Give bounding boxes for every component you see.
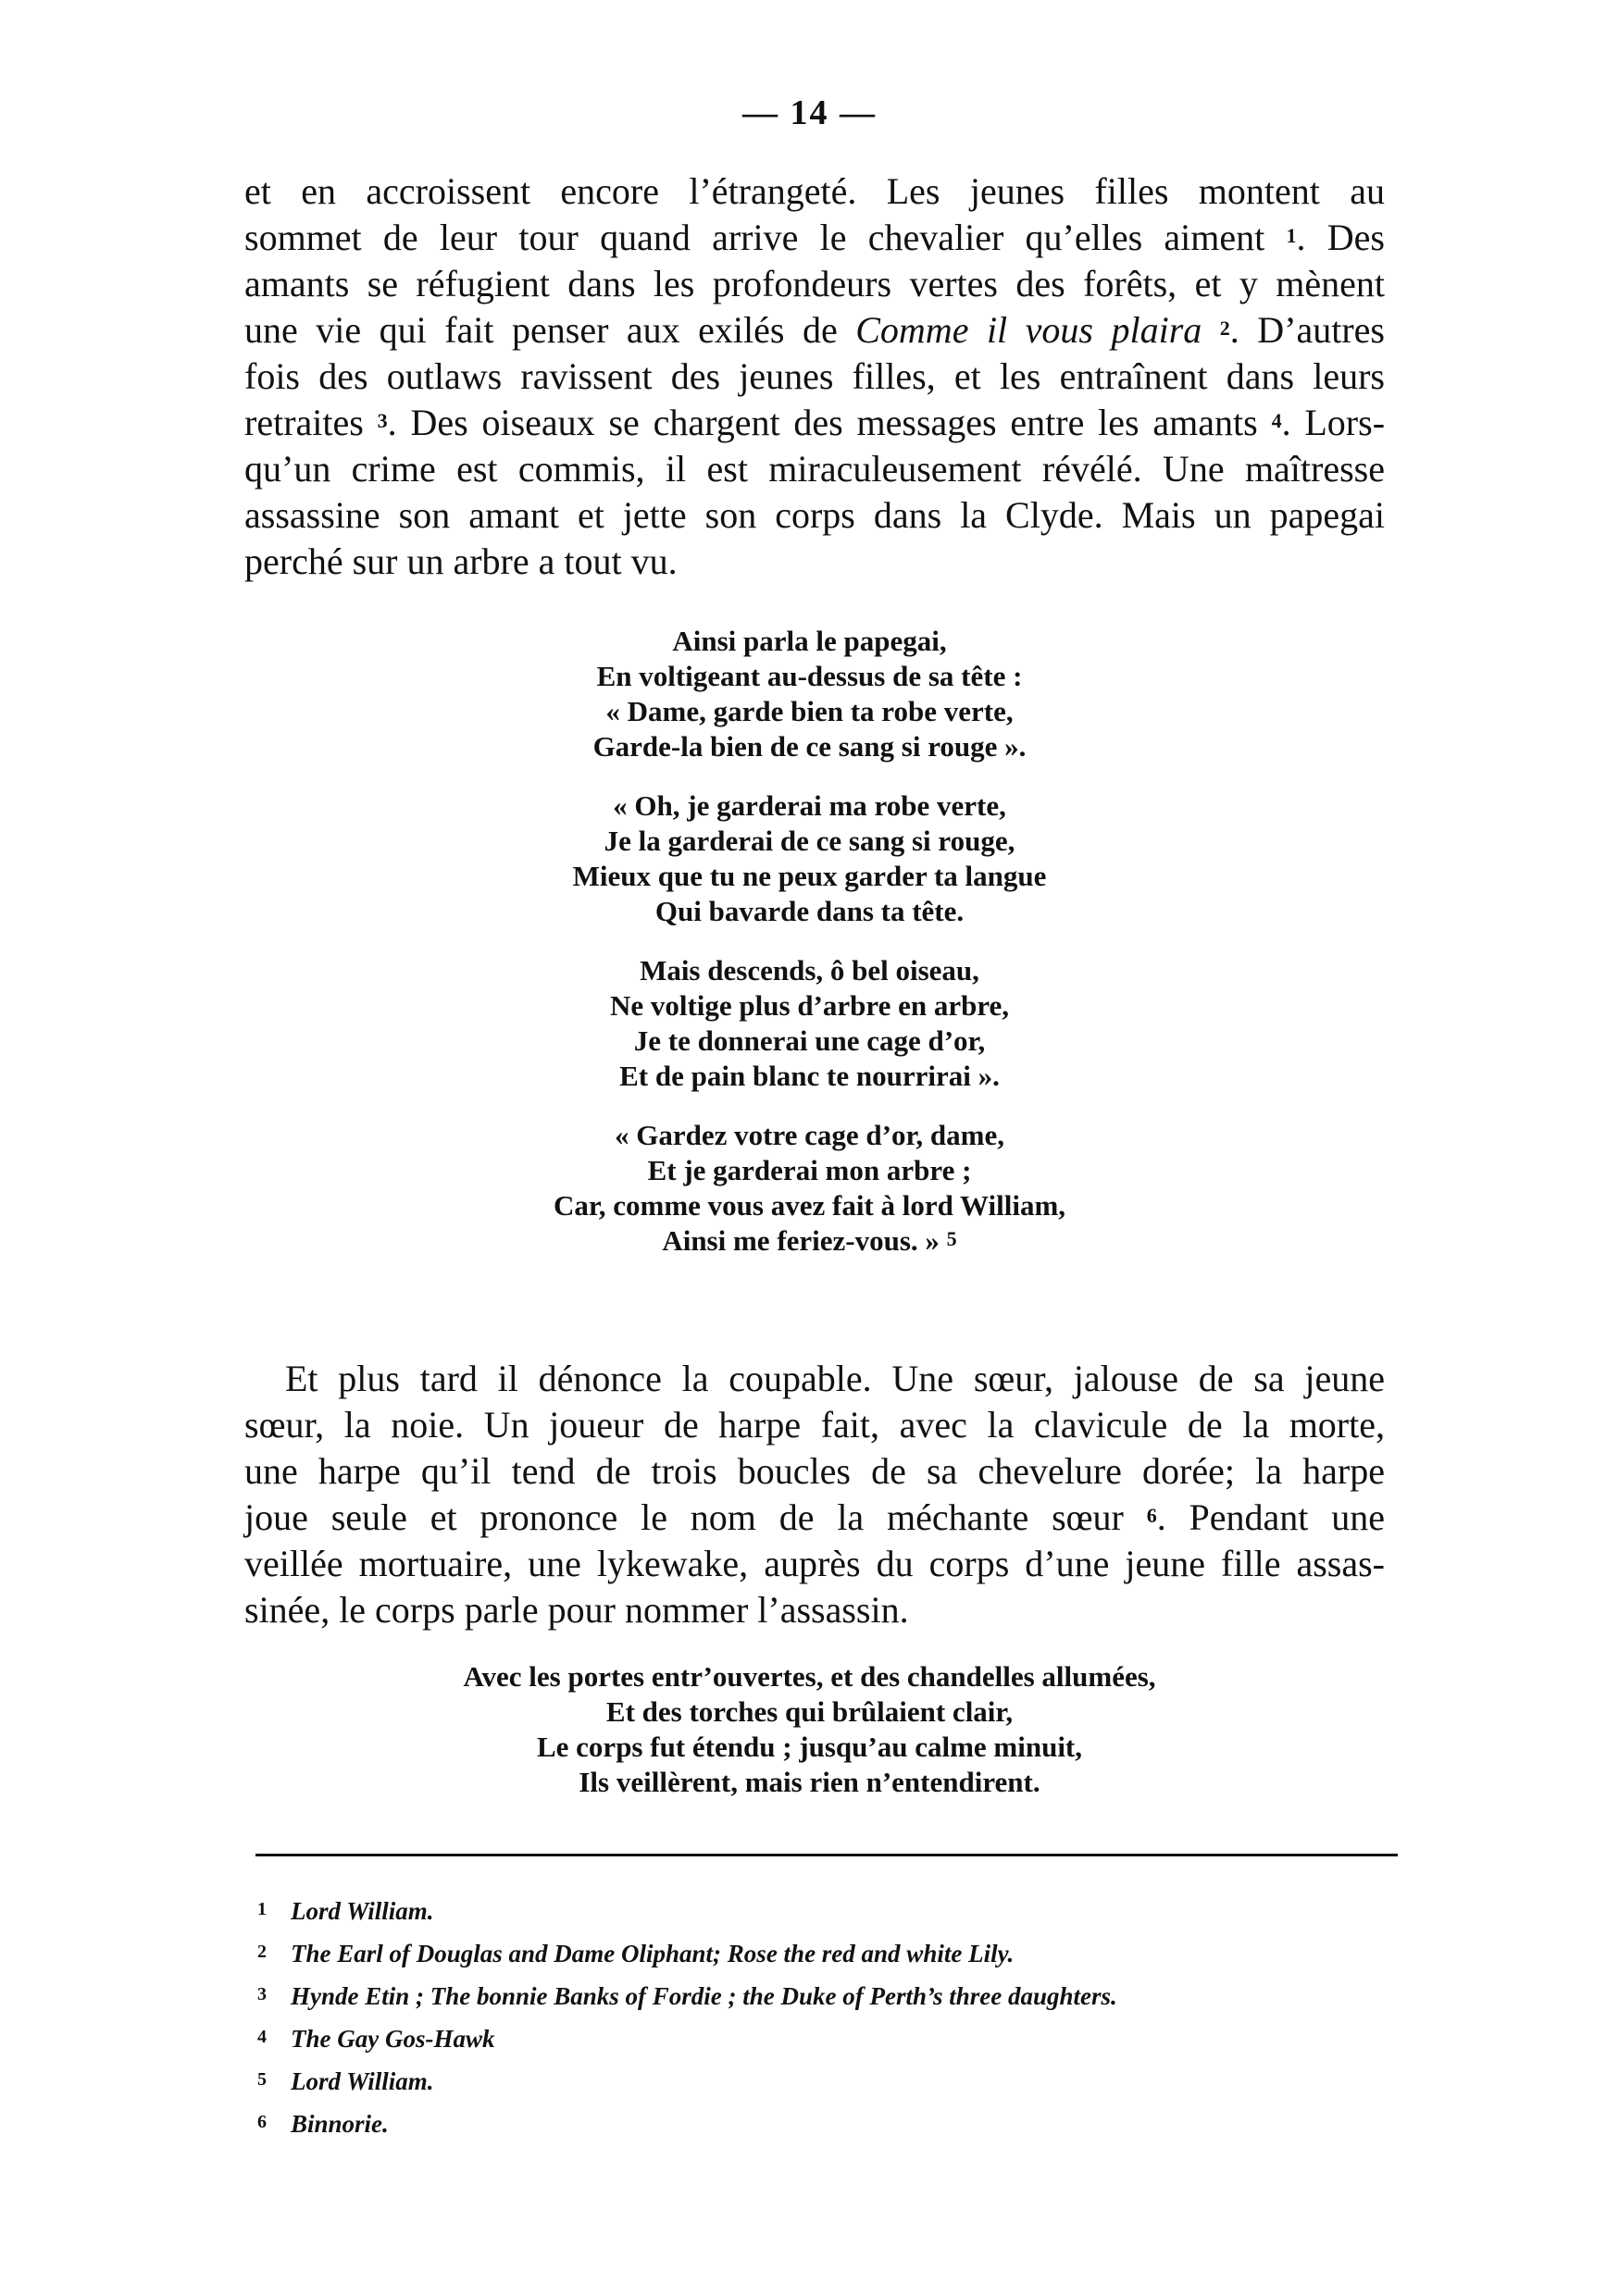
- footnote-text: Lord William.: [291, 1897, 434, 1925]
- footnote-number: 1: [257, 1899, 267, 1919]
- text-line: assassine son amant et jette son corps dans la Clyde. Mais un papegai: [244, 494, 1385, 536]
- footnote-ref-5[interactable]: 5: [946, 1227, 957, 1250]
- text-line: une vie qui fait penser aux exilés de Comme il vous plaira $^2$. D’autres: [244, 309, 1385, 351]
- text-line: sommet de leur tour quand arrive le chevalier qu’elles aiment $^1$. Des: [244, 217, 1385, 258]
- text-line: amants se réfugient dans les profondeurs vertes des forêts, et y mènent: [244, 263, 1385, 304]
- text-line: sinée, le corps parle pour nommer l’assassin.: [244, 1589, 909, 1631]
- verse-line: Ne voltige plus d’arbre en arbre,: [609, 989, 1010, 1022]
- text-line: retraites $^3$. Des oiseaux se chargent des messages entre les amants $^4$. Lors-: [244, 402, 1386, 443]
- stanza: [0, 1118, 1619, 1259]
- footnote-number: 2: [257, 1942, 267, 1962]
- verse-line: En voltigeant au-dessus de sa tête :: [596, 660, 1023, 692]
- footnote-item: [257, 2103, 1414, 2145]
- verse-line: Mais descends, ô bel oiseau,: [640, 954, 979, 987]
- footnote-text: Lord William.: [291, 2067, 434, 2095]
- verse-line: Mieux que tu ne peux garder ta langue: [572, 860, 1047, 892]
- verse-line: « Gardez votre cage d’or, dame,: [615, 1119, 1004, 1151]
- text-line: joue seule et prononce le nom de la méchante sœur $^6$. Pendant une: [244, 1496, 1386, 1538]
- verse-line: Avec les portes entr’ouvertes, et des chandelles allumées,: [463, 1660, 1156, 1693]
- footnote-item: [257, 2017, 1414, 2060]
- stanza: [0, 788, 1619, 929]
- text-line: qu’un crime est commis, il est miraculeusement révélé. Une maîtresse: [244, 448, 1385, 490]
- verse-line: « Dame, garde bien ta robe verte,: [605, 695, 1014, 727]
- page-number: — 14 —: [742, 93, 877, 132]
- verse-line: Ainsi parla le papegai,: [672, 625, 947, 657]
- footnote-ref-1[interactable]: 1: [1286, 224, 1297, 247]
- verse-block-papegai: [0, 624, 1619, 1283]
- footnotes-list: [257, 1890, 1414, 2145]
- footnote-number: 5: [257, 2069, 267, 2090]
- footnote-ref-3[interactable]: 3: [377, 409, 388, 432]
- footnote-item: [257, 1890, 1414, 1932]
- stanza: [0, 624, 1619, 764]
- verse-line: Et des torches qui brûlaient clair,: [605, 1695, 1014, 1728]
- text-line: veillée mortuaire, une lykewake, auprès du corps d’une jeune fille assas-: [244, 1543, 1385, 1584]
- footnote-text: The Gay Gos-Hawk: [291, 2025, 495, 2053]
- verse-line: Je la garderai de ce sang si rouge,: [604, 825, 1015, 857]
- body-paragraph-2: [244, 1356, 1385, 1633]
- text-line: perché sur un arbre a tout vu.: [244, 540, 678, 582]
- verse-line: Garde-la bien de ce sang si rouge ».: [592, 730, 1027, 763]
- text-line: fois des outlaws ravissent des jeunes filles, et les entraînent dans leurs: [244, 355, 1385, 397]
- footnote-ref-4[interactable]: 4: [1271, 409, 1282, 432]
- footnote-text: The Earl of Douglas and Dame Oliphant; Rose the red and white Lily.: [291, 1940, 1015, 1967]
- verse-line: Et je garderai mon arbre ;: [647, 1154, 972, 1186]
- footnote-text: Hynde Etin ; The bonnie Banks of Fordie ; the Duke of Perth’s three daughters.: [291, 1982, 1117, 2010]
- footnote-number: 6: [257, 2112, 267, 2132]
- verse-line: Je te donnerai une cage d’or,: [633, 1024, 986, 1057]
- verse-line: Et de pain blanc te nourrirai ».: [619, 1060, 1000, 1092]
- footnote-text: Binnorie.: [291, 2110, 389, 2138]
- body-paragraph-1: [244, 168, 1385, 585]
- verse-line: Ils veillèrent, mais rien n’entendirent.: [579, 1766, 1040, 1798]
- verse-line: Ainsi me feriez-vous. » $^5$: [662, 1224, 957, 1257]
- text-line: sœur, la noie. Un joueur de harpe fait, avec la clavicule de la morte,: [244, 1404, 1385, 1446]
- footnote-ref-2[interactable]: 2: [1219, 316, 1230, 340]
- footnote-item: [257, 2060, 1414, 2103]
- text-line: Et plus tard il dénonce la coupable. Une sœur, jalouse de sa jeune: [285, 1358, 1385, 1399]
- footnote-number: 4: [257, 2027, 267, 2047]
- footnote-item: [257, 1932, 1414, 1975]
- footnote-item: [257, 1975, 1414, 2017]
- footnote-number: 3: [257, 1984, 267, 2004]
- text-line: une harpe qu’il tend de trois boucles de sa chevelure dorée; la harpe: [244, 1450, 1385, 1492]
- verse-line: « Oh, je garderai ma robe verte,: [613, 789, 1006, 822]
- text-line: et en accroissent encore l’étrangeté. Les jeunes filles montent au: [244, 170, 1385, 212]
- stanza: [0, 953, 1619, 1094]
- verse-line: Le corps fut étendu ; jusqu’au calme minuit,: [536, 1731, 1082, 1763]
- footnote-ref-6[interactable]: 6: [1146, 1504, 1157, 1527]
- verse-block-lykewake: [0, 1659, 1619, 1800]
- verse-line: Car, comme vous avez fait à lord William,: [553, 1189, 1066, 1222]
- footnote-separator-rule: [255, 1854, 1398, 1856]
- verse-line: Qui bavarde dans ta tête.: [654, 895, 965, 927]
- work-title: Comme il vous plaira: [855, 309, 1202, 351]
